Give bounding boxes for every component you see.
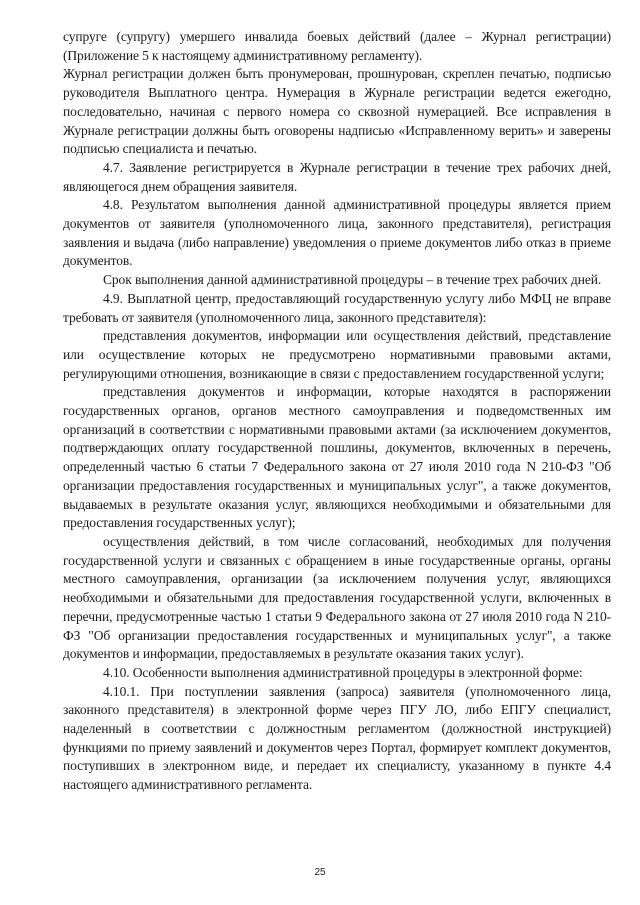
paragraph-journal-requirements: Журнал регистрации должен быть пронумерован, прошнурован, скреплен печатью, подписью руководителя Выплатного центра. Нумерация в Журнале регистрации ведется ежегодно, последовательно, начиная с первого номера со сквозной нумерацией. Все исправления в Журнале регистрации должны быть оговорены надписью «Исправленному верить» и заверены подписью специалиста и печатью. xyxy=(63,66,611,157)
paragraph-4-9: 4.9. Выплатной центр, предоставляющий государственную услугу либо МФЦ не вправе требовать от заявителя (уполномоченного лица, законного представителя): xyxy=(63,290,611,325)
paragraph-4-8: 4.8. Результатом выполнения данной административной процедуры является прием документов от заявителя (уполномоченного лица, законного представителя), регистрация заявления и выдача (либо направление) уведомления о приеме документов либо отказ в приеме документов. xyxy=(63,197,611,269)
paragraph-procedure-deadline: Срок выполнения данной административной процедуры – в течение трех рабочих дней. xyxy=(103,272,602,288)
paragraph-actions-and-approvals: осуществления действий, в том числе согласований, необходимых для получения государственной услуги и связанных с обращением в иные государственные органы, органы местного самоуправления, организации (за исключением получения услуг, являющихся необходимыми и обязательными для предоставления государственной услуги, включенных в перечни, предусмотренные частью 1 статьи 9 Федерального закона от 27 июля 2010 года N 210-ФЗ "Об организации предоставления государственных и муниципальных услуг", а также документов и информации, предоставляемых в результате оказания таких услуг). xyxy=(63,533,611,662)
paragraph-submission-of-documents: представления документов, информации или осуществления действий, представление или осуществление которых не предусмотрено нормативными правовыми актами, регулирующими отношения, возникающие в связи с предоставлением государственной услуги; xyxy=(63,328,611,381)
paragraph-documents-held-by-agencies: представления документов и информации, которые находятся в распоряжении государственных органов, органов местного самоуправления и подведомственных им организаций в соответствии с нормативными правовыми актами (за исключением документов, подтверждающих оплату государственной пошлины, документов, включенных в перечень, определенный частью 6 статьи 7 Федерального закона от 27 июля 2010 года N 210-ФЗ "Об организации предоставления государственных и муниципальных услуг", а также документов, выдаваемых в результате оказания услуг, являющихся необходимыми и обязательными для предоставления государственных услуг); xyxy=(63,384,611,531)
page-number: 25 xyxy=(314,867,326,878)
paragraph-spouse-journal: супруге (супругу) умершего инвалида боевых действий (далее – Журнал регистрации) (Приложение 5 к настоящему административному регламенту). xyxy=(63,29,611,63)
paragraph-4-10: 4.10. Особенности выполнения административной процедуры в электронной форме: xyxy=(103,664,583,680)
paragraph-4-10-1: 4.10.1. При поступлении заявления (запроса) заявителя (уполномоченного лица, законного представителя) в электронной форме через ПГУ ЛО, либо ЕПГУ специалист, наделенный в соответствии с должностным регламентом (должностной инструкцией) функциями по приему заявлений и документов через Портал, формирует комплект документов, поступивших в электронном виде, и передает их специалисту, указанному в пункте 4.4 настоящего административного регламента. xyxy=(63,683,611,793)
paragraph-4-7: 4.7. Заявление регистрируется в Журнале регистрации в течение трех рабочих дней, являющегося днем обращения заявителя. xyxy=(63,159,611,194)
document-body xyxy=(63,28,611,795)
